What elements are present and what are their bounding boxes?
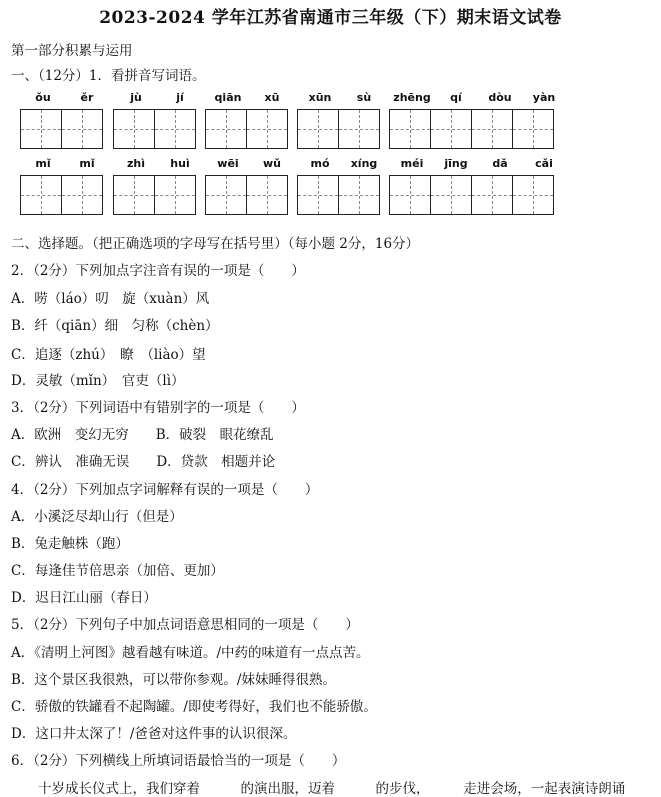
option-text: A．唠（láo）叨 旋（xuàn）风: [11, 291, 210, 307]
pinyin-label: qiān: [214, 91, 242, 104]
pinyin-label: méi: [400, 157, 424, 170]
question-1-heading: 一、（12分）1．看拼音写词语。: [11, 68, 206, 84]
section-heading: 第一部分积累与运用: [11, 43, 133, 59]
option-text: A．小溪泛尽却山行（但是）: [11, 509, 183, 525]
pinyin-label: sù: [356, 91, 372, 104]
writing-box[interactable]: [205, 109, 288, 149]
question-text: 6．（2分）下列横线上所填词语最恰当的一项是（ ）: [11, 753, 346, 769]
option-text: D．迟日江山丽（春日）: [11, 590, 157, 606]
writing-box[interactable]: [20, 175, 103, 215]
option-text: C．辨认 准确无误 D．贷款 相题并论: [11, 454, 276, 470]
pinyin-label: cǎi: [535, 157, 553, 170]
pinyin-label: mǐ: [35, 157, 51, 170]
pinyin-label: zhì: [126, 157, 145, 170]
writing-box[interactable]: [20, 109, 103, 149]
pinyin-label: xū: [264, 91, 280, 104]
option-text: A．欧洲 变幻无穷 B．破裂 眼花缭乱: [11, 427, 274, 443]
option-text: C．骄傲的铁罐看不起陶罐。/即使考得好，我们也不能骄傲。: [11, 699, 377, 715]
pinyin-label: jīng: [444, 157, 468, 170]
question-2-heading: 二、选择题。（把正确选项的字母写在括号里）（每小题 2分，16分）: [11, 236, 420, 252]
option-text: B．纤（qiān）细 匀称（chèn）: [11, 318, 219, 334]
pinyin-label: xūn: [308, 91, 332, 104]
question-text: 4．（2分）下列加点字词解释有误的一项是（ ）: [11, 482, 319, 498]
question-text: 2．（2分）下列加点字注音有误的一项是（ ）: [11, 263, 305, 279]
pinyin-label: mǐ: [79, 157, 95, 170]
option-text: C．每逢佳节倍思亲（加倍、更加）: [11, 563, 224, 579]
writing-box[interactable]: [113, 109, 196, 149]
option-text: C．追逐（zhú） 瞭 （liào）望: [11, 347, 206, 363]
option-text: D．灵敏（mǐn） 官吏（lì）: [11, 373, 185, 389]
option-text: B．这个景区我很熟，可以带你参观。/妹妹睡得很熟。: [11, 672, 336, 688]
pinyin-label: yàn: [532, 91, 556, 104]
pinyin-label: huì: [170, 157, 190, 170]
writing-box[interactable]: [389, 175, 554, 215]
pinyin-label: mó: [310, 157, 330, 170]
writing-box[interactable]: [297, 109, 380, 149]
writing-box[interactable]: [113, 175, 196, 215]
pinyin-label: wǔ: [263, 157, 281, 170]
writing-box[interactable]: [297, 175, 380, 215]
pinyin-label: dǎ: [492, 157, 508, 170]
pinyin-label: ěr: [80, 91, 94, 104]
question-text: 3．（2分）下列词语中有错别字的一项是（ ）: [11, 400, 305, 416]
pinyin-label: jù: [130, 91, 142, 104]
pinyin-label: qí: [450, 91, 462, 104]
pinyin-label: zhēng: [393, 91, 431, 104]
pinyin-label: jí: [176, 91, 184, 104]
pinyin-label: ǒu: [35, 91, 51, 104]
option-text: B．兔走触株（跑）: [11, 536, 129, 552]
question-text: 5．（2分）下列句子中加点词语意思相同的一项是（ ）: [11, 617, 359, 633]
option-text: D．这口井太深了！/爸爸对这件事的认识很深。: [11, 726, 297, 742]
writing-box[interactable]: [205, 175, 288, 215]
page-title: 2023-2024 学年江苏省南通市三年级（下）期末语文试卷: [99, 8, 562, 28]
option-text: A．《清明上河图》越看越有味道。/中药的味道有一点点苦。: [11, 645, 370, 661]
pinyin-label: dòu: [488, 91, 512, 104]
pinyin-label: xíng: [350, 157, 378, 170]
pinyin-label: wēi: [217, 157, 239, 170]
passage-text: 十岁成长仪式上，我们穿着 的演出服，迈着 的步伐， 走进会场，一起表演诗朗诵: [11, 781, 626, 797]
writing-box[interactable]: [389, 109, 554, 149]
